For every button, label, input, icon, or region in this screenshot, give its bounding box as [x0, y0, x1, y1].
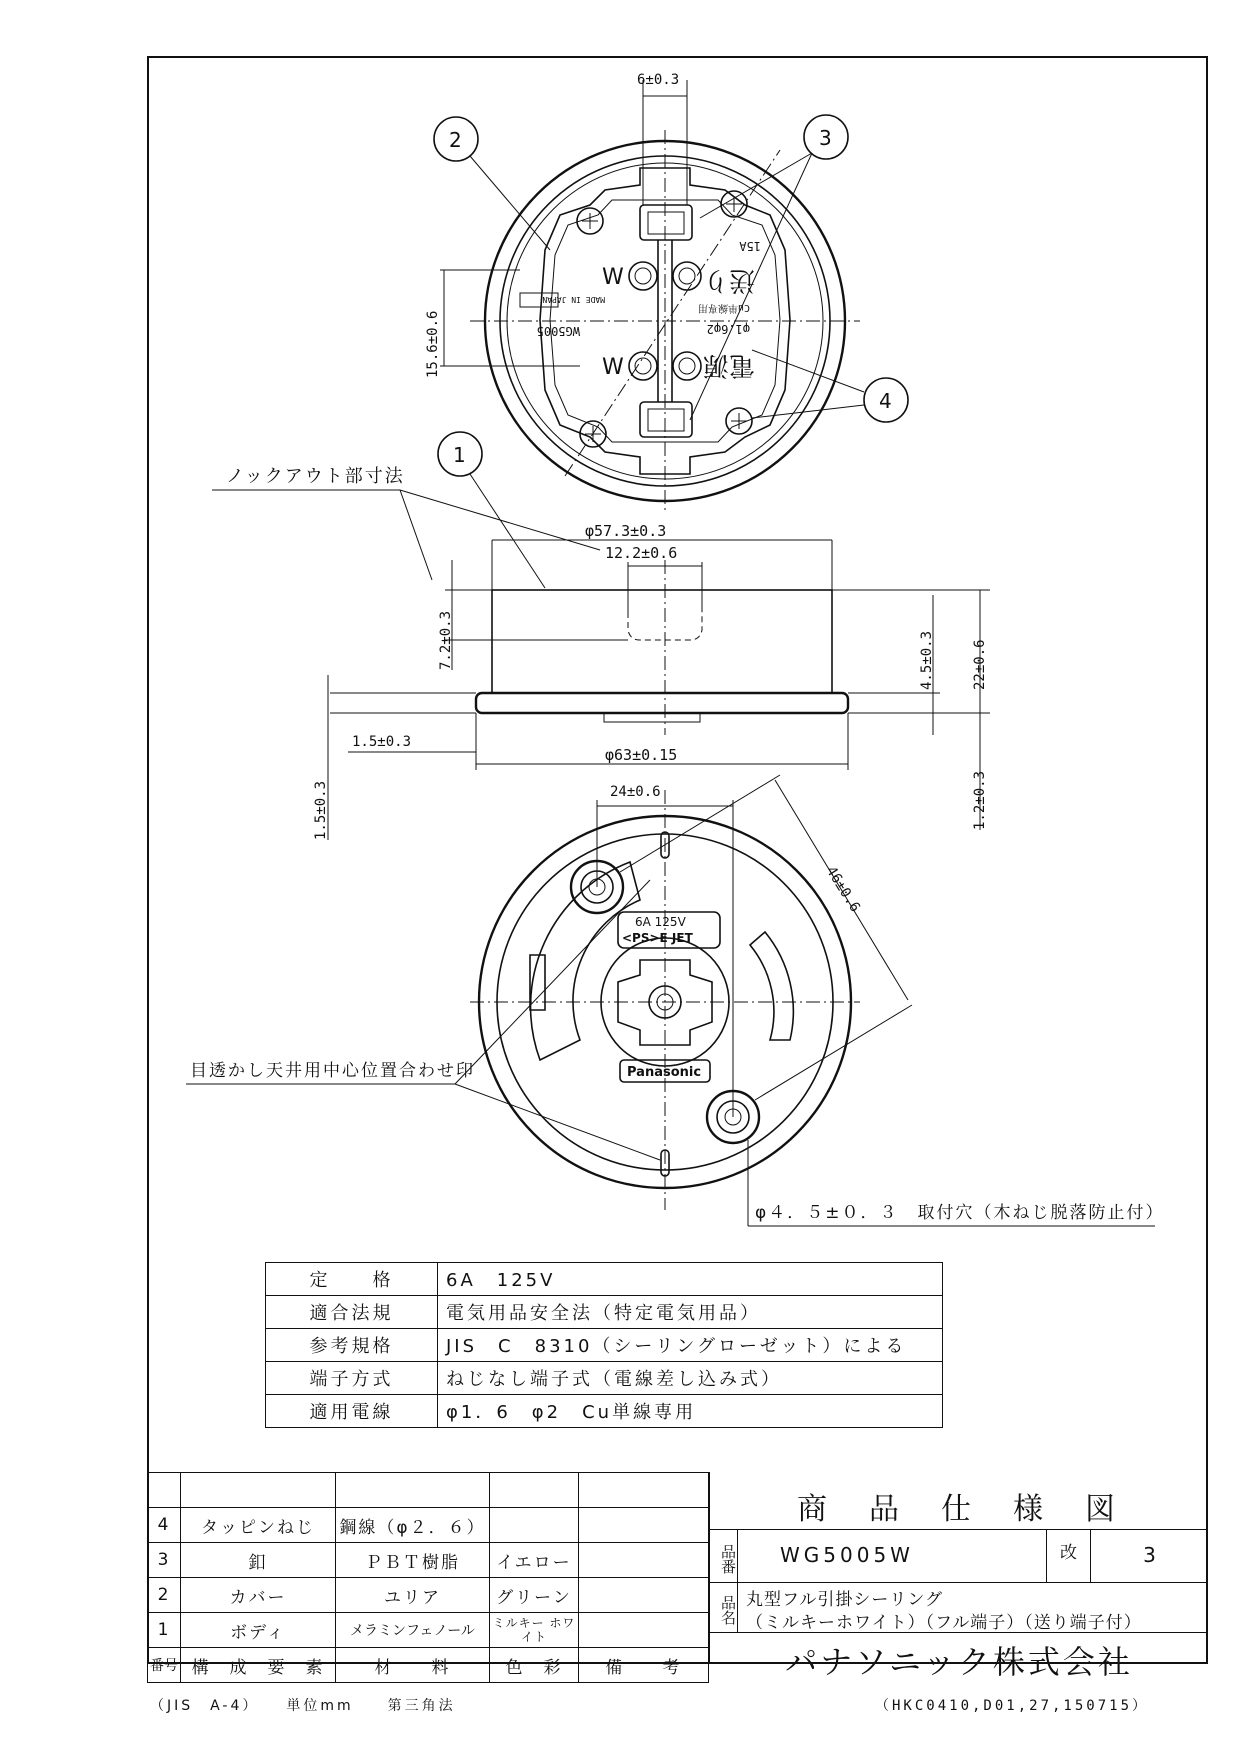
spec-row — [266, 1395, 943, 1428]
title-row — [710, 1472, 1208, 1530]
mount-hole-label: φ４．５±０．３ 取付穴（木ねじ脱落防止付） — [755, 1203, 1165, 1223]
bottom-view — [186, 775, 1164, 1226]
svg-text:2: 2 — [449, 128, 462, 152]
footer-right: （HKC0410,D01,27,150715） — [875, 1698, 1150, 1714]
part-no: 3 — [148, 1543, 181, 1578]
dim-left-offset: 15.6±0.6 — [425, 310, 441, 378]
rating-small: 15A — [739, 239, 761, 253]
parts-row — [148, 1613, 709, 1648]
made-in-stamp: MADE IN JAPAN — [542, 295, 605, 304]
dim-body-dia: φ57.3±0.3 — [585, 522, 667, 540]
part-note — [579, 1508, 709, 1543]
spec-key: 適用電線 — [266, 1395, 438, 1428]
pse-mark: <PS>E JET — [622, 931, 693, 945]
dim-hole-pitch-x: 24±0.6 — [610, 784, 661, 800]
power-label: 電源 — [702, 350, 755, 380]
header-note: 備 考 — [579, 1648, 709, 1683]
hinmei-line2: （ミルキーホワイト）（フル端子）（送り端子付） — [746, 1613, 1142, 1633]
spec-key: 定 格 — [266, 1263, 438, 1296]
hinban-row — [710, 1530, 1208, 1583]
part-no: 1 — [148, 1613, 181, 1648]
parts-row — [148, 1508, 709, 1543]
rev-label: 改 — [1046, 1530, 1091, 1582]
spec-row — [266, 1329, 943, 1362]
part-note — [579, 1543, 709, 1578]
part-material: ＰＢＴ樹脂 — [336, 1543, 490, 1578]
model-stamp: WG5005 — [536, 324, 580, 338]
cu-stamp: Cu単線専用 — [697, 302, 750, 313]
part-no: 4 — [148, 1508, 181, 1543]
part-material — [336, 1473, 490, 1508]
dim-flange-left: 1.5±0.3 — [313, 780, 329, 840]
part-component: ボディ — [181, 1613, 336, 1648]
part-color: イエロー — [490, 1543, 579, 1578]
parts-table — [147, 1472, 709, 1683]
spec-value: JIS C 8310（シーリングローゼット）による — [438, 1329, 943, 1362]
hinmei-row — [710, 1583, 1208, 1633]
part-component: 釦 — [181, 1543, 336, 1578]
balloon-2 — [434, 117, 550, 250]
spec-value: φ1．6 φ2 Cu単線専用 — [438, 1395, 943, 1428]
hinmei-label: 品名 — [710, 1583, 738, 1632]
spec-row — [266, 1296, 943, 1329]
bottom-rating: 6A 125V — [635, 915, 686, 929]
knockout-label: ノックアウト部寸法 — [226, 466, 405, 487]
part-material: 鋼線（φ２．６） — [336, 1508, 490, 1543]
footer-left: （JIS A-4） 単位mm 第三角法 — [150, 1698, 456, 1714]
dim-flange-right: 1.2±0.3 — [972, 770, 988, 830]
svg-text:4: 4 — [879, 389, 892, 413]
rev-value: 3 — [1143, 1543, 1156, 1567]
title-block — [709, 1472, 1208, 1681]
feed-label: 送り — [702, 265, 755, 295]
spec-key: 参考規格 — [266, 1329, 438, 1362]
part-component — [181, 1473, 336, 1508]
part-color — [490, 1508, 579, 1543]
spec-key: 端子方式 — [266, 1362, 438, 1395]
part-note — [579, 1473, 709, 1508]
svg-text:1: 1 — [453, 443, 466, 467]
dim-flange-dia: φ63±0.15 — [605, 746, 678, 764]
spec-value: ねじなし端子式（電線差し込み式） — [438, 1362, 943, 1395]
part-component: タッピンねじ — [181, 1508, 336, 1543]
terminal-w-lower: W — [602, 355, 624, 380]
part-no — [148, 1473, 181, 1508]
center-mark-label: 目透かし天井用中心位置合わせ印 — [190, 1061, 475, 1081]
part-material: メラミンフェノール — [336, 1613, 490, 1648]
parts-row — [148, 1578, 709, 1613]
header-color: 色 彩 — [490, 1648, 579, 1683]
spec-row — [266, 1362, 943, 1395]
part-color: ミルキー ホワイト — [490, 1613, 579, 1648]
header-no: 番号 — [148, 1648, 181, 1683]
parts-row — [148, 1543, 709, 1578]
part-material: ユリア — [336, 1578, 490, 1613]
terminal-w-upper: W — [602, 265, 624, 290]
dim-knockout-height: 7.2±0.3 — [438, 610, 454, 670]
part-no: 2 — [148, 1578, 181, 1613]
dim-hole-pitch-diag: 46±0.6 — [822, 863, 863, 916]
dim-top-width: 6±0.3 — [637, 72, 680, 88]
header-material: 材 料 — [336, 1648, 490, 1683]
hinmei-line1: 丸型フル引掛シーリング — [746, 1590, 943, 1610]
hinban-label: 品番 — [710, 1530, 738, 1582]
part-note — [579, 1578, 709, 1613]
part-color: グリーン — [490, 1578, 579, 1613]
spec-value: 電気用品安全法（特定電気用品） — [438, 1296, 943, 1329]
dim-flange-step: 1.5±0.3 — [352, 734, 412, 750]
parts-row — [148, 1473, 709, 1508]
wire-size-stamp: φ1.6φ2 — [706, 322, 750, 336]
part-component: カバー — [181, 1578, 336, 1613]
dim-step-height: 4.5±0.3 — [919, 630, 935, 690]
company-name: パナソニック株式会社 — [785, 1643, 1133, 1681]
spec-key: 適合法規 — [266, 1296, 438, 1329]
svg-text:3: 3 — [819, 126, 832, 150]
top-view — [425, 72, 908, 588]
spec-row — [266, 1263, 943, 1296]
header-component: 構 成 要 素 — [181, 1648, 336, 1683]
dim-knockout-width: 12.2±0.6 — [605, 544, 678, 562]
part-color — [490, 1473, 579, 1508]
part-note — [579, 1613, 709, 1648]
hinban-value: WG5005W — [780, 1543, 914, 1567]
panasonic-logo: Panasonic — [627, 1065, 702, 1080]
spec-value: 6A 125V — [438, 1263, 943, 1296]
dim-total-height: 22±0.6 — [972, 639, 988, 690]
parts-header — [148, 1648, 709, 1683]
spec-table — [265, 1262, 943, 1428]
drawing-title: 商 品 仕 様 図 — [797, 1492, 1121, 1527]
side-view — [212, 466, 990, 840]
